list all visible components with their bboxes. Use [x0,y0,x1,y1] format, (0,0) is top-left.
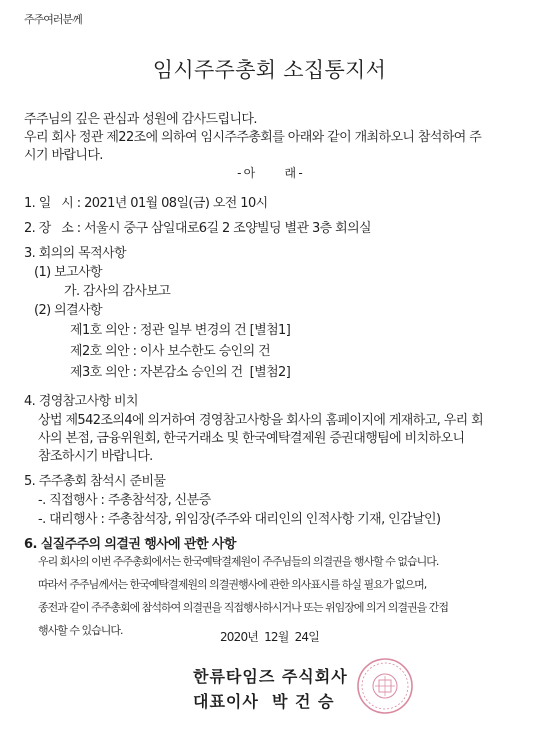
below-marker: - 아 래 - [237,166,302,180]
ceo-name: 대표이사 박 건 승 [193,692,335,711]
intro-line-3: 시기 바랍니다. [24,148,103,163]
footer-date: 2020년 12월 24일 [219,630,320,644]
prep-proxy: -. 대리행사 : 주총참석장, 위임장(주주와 대리인의 인적사항 기재, 인감날인) [38,512,441,527]
resolution-3: 제3호 의안 : 자본감소 승인의 건 [별첨2] [70,365,291,380]
prep-direct: -. 직접행사 : 주총참석장, 신분증 [38,493,211,508]
resolution-2: 제2호 의안 : 이사 보수한도 승인의 건 [70,344,271,359]
company-name: 한류타임즈 주식회사 [193,667,348,686]
intro-line-1: 주주님의 깊은 관심과 성원에 감사드립니다. [24,112,257,127]
reference-line-3: 참조하시기 바랍니다. [38,449,153,464]
resolution-heading: (2) 의결사항 [34,303,102,318]
intro-line-2: 우리 회사 정관 제22조에 의하여 임시주주총회를 아래와 같이 개최하오니 참석하여 주 [24,130,482,145]
report-heading: (1) 보고사항 [34,265,102,280]
voting-line-3: 종전과 같이 주주총회에 참석하여 의결권을 직접행사하시거나 또는 위임장에 의거 의결권을 간접 [38,601,449,614]
item-date: 1. 일 시 : 2021년 01월 08일(금) 오전 10시 [24,196,268,211]
reference-line-2: 사의 본점, 금융위원회, 한국거래소 및 한국예탁결제원 증권대행팀에 비치하오니 [38,431,465,446]
voting-line-1: 우리 회사의 이번 주주총회에서는 한국예탁결제원이 주주님들의 의결권을 행사할 수 없습니다. [38,555,439,568]
resolution-1: 제1호 의안 : 정관 일부 변경의 건 [별첨1] [70,323,291,338]
voting-heading: 6. 실질주주의 의결권 행사에 관한 사항 [24,537,236,552]
voting-line-2: 따라서 주주님께서는 한국예탁결제원의 의결권행사에 관한 의사표시를 하실 필요가 없으며, [38,578,427,591]
prep-heading: 5. 주주총회 참석시 준비물 [24,474,166,489]
salutation: 주주여러분께 [24,13,82,26]
item-place: 2. 장 소 : 서울시 중구 삼일대로6길 2 조양빌딩 별관 3층 회의실 [24,221,371,236]
page-title: 임시주주총회 소집통지서 [152,58,387,82]
agenda-heading: 3. 회의의 목적사항 [24,246,126,261]
company-seal-icon [356,657,414,715]
voting-line-4: 행사할 수 있습니다. [38,624,123,637]
reference-line-1: 상법 제542조의4에 의거하여 경영참고사항을 회사의 홈페이지에 게재하고, 우리 회 [38,413,484,428]
report-item: 가. 감사의 감사보고 [64,284,171,299]
reference-heading: 4. 경영참고사항 비치 [24,394,138,409]
